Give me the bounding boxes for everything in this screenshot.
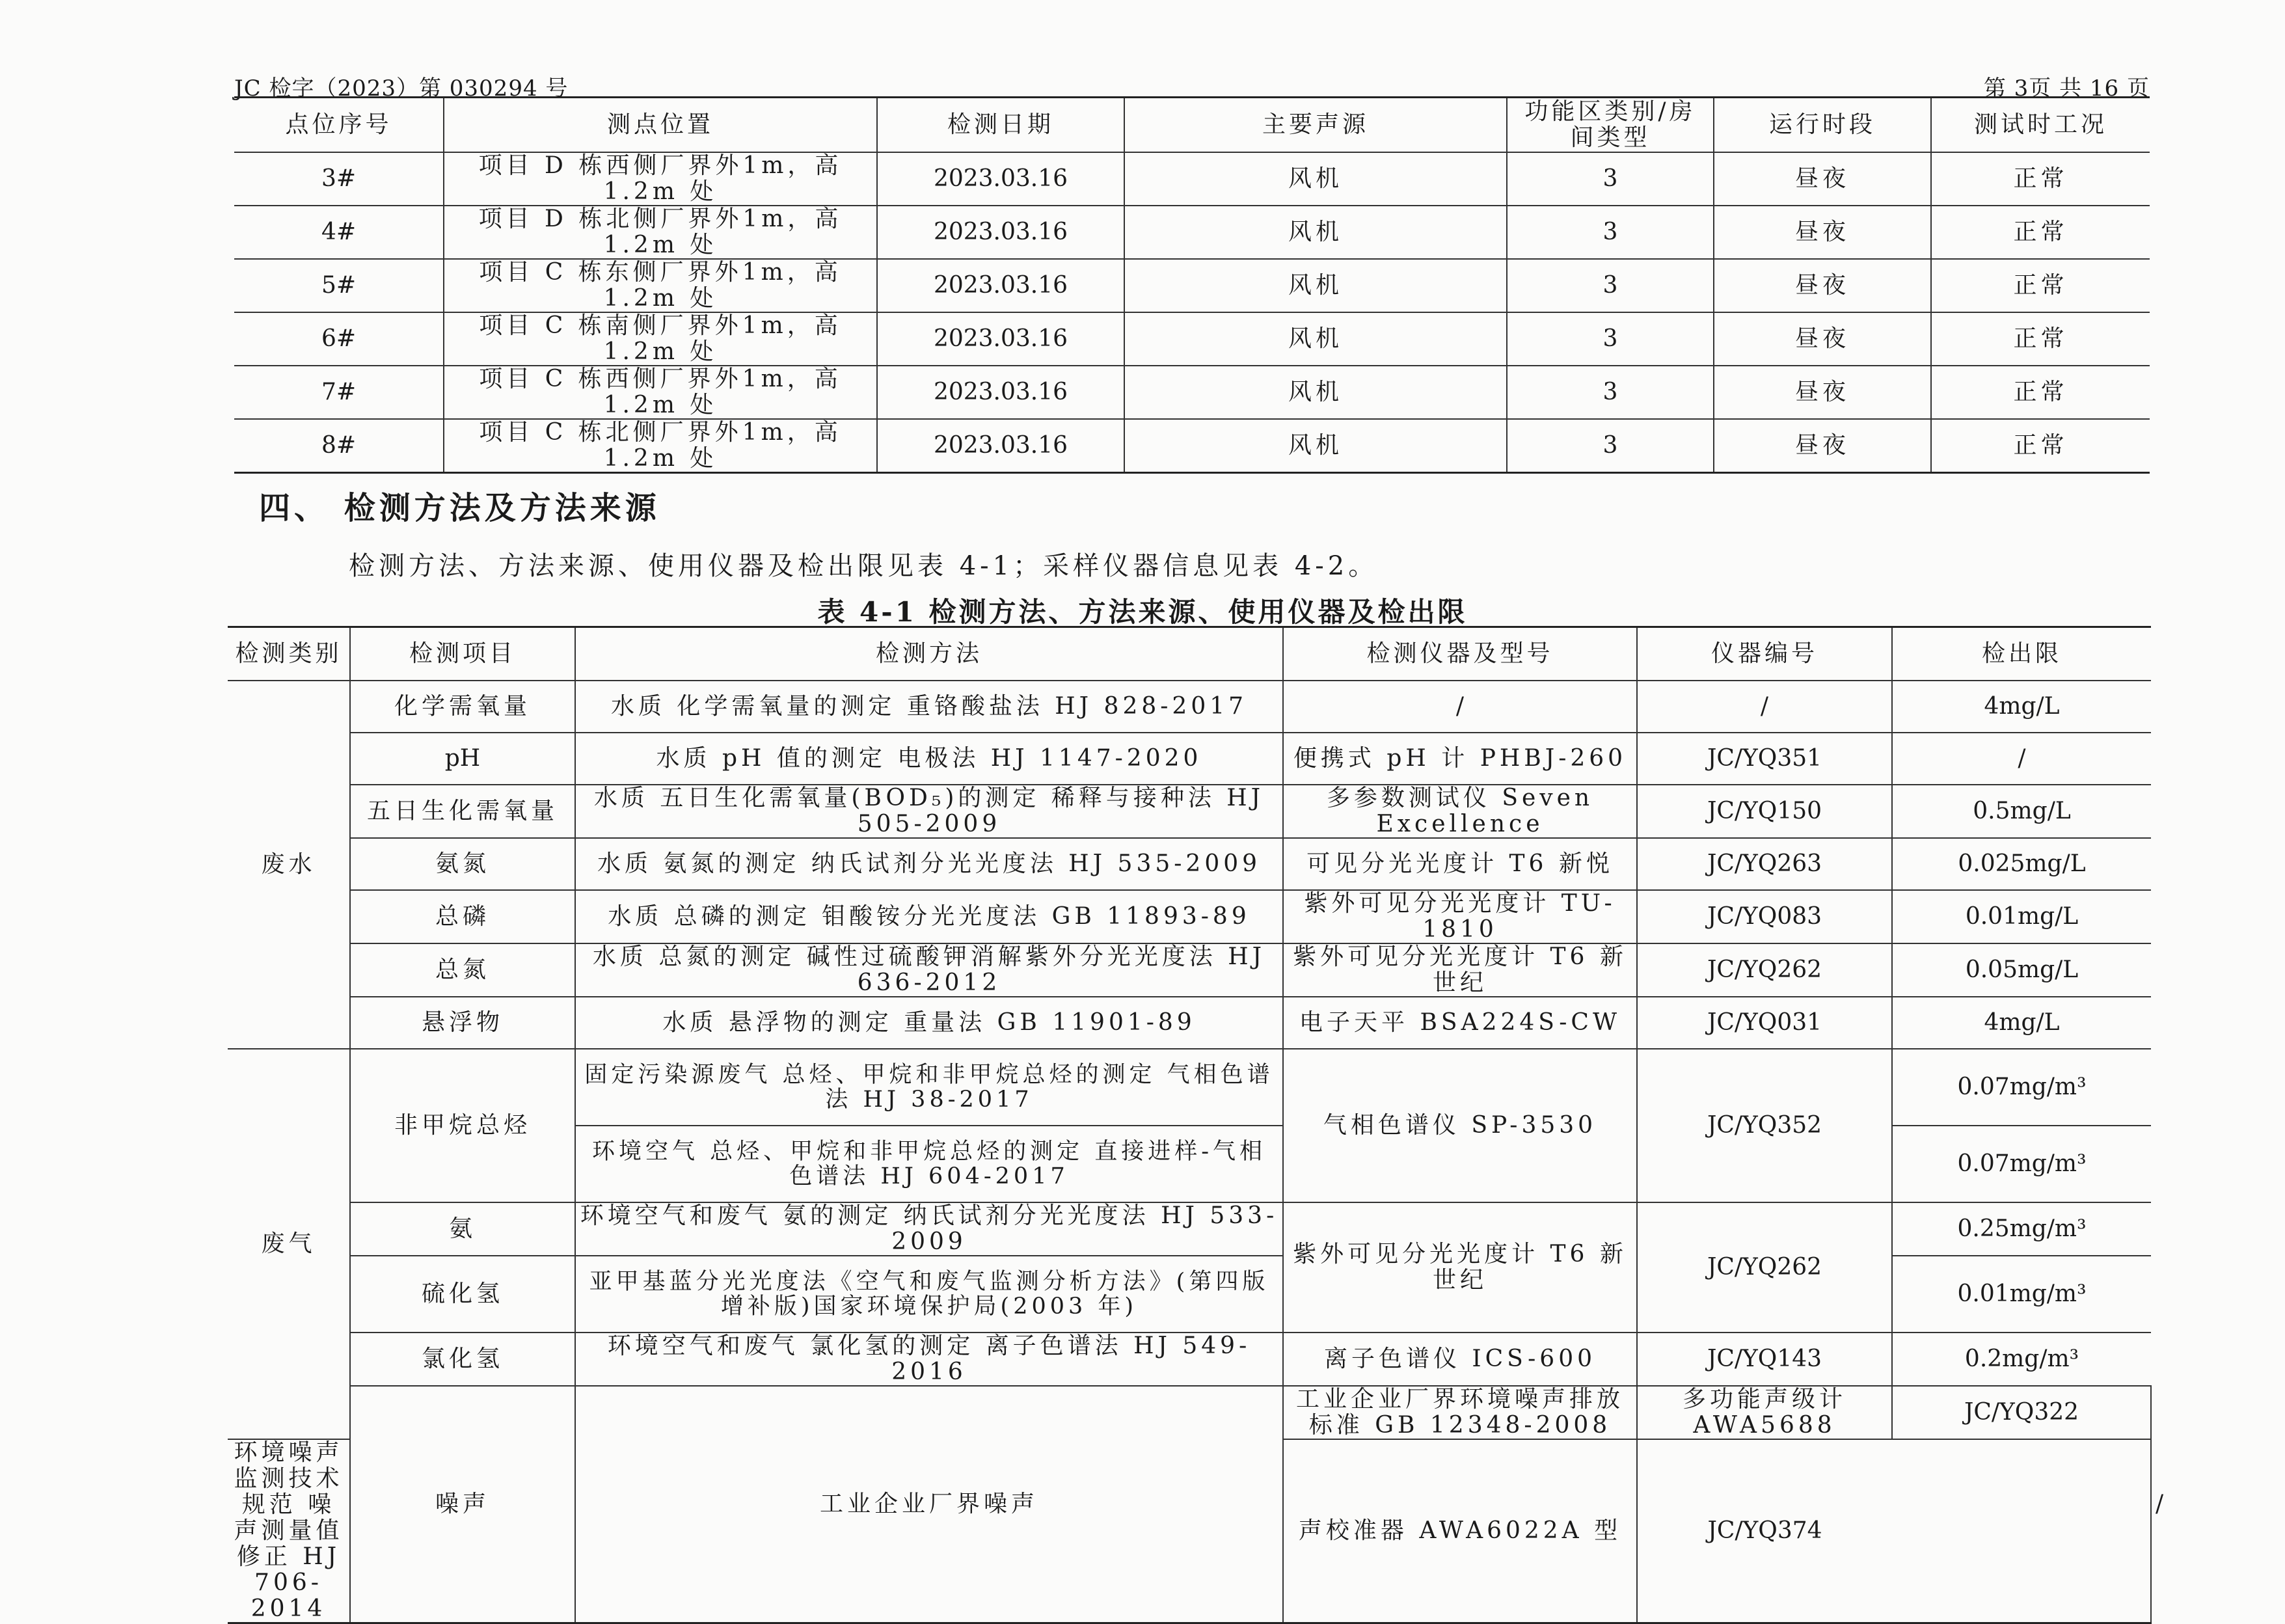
table-row: 环境空气 总烃、甲烷和非甲烷总烃的测定 直接进样-气相色谱法 HJ 604-2017 0.07mg/m³	[228, 1126, 2151, 1202]
table-header-row	[234, 98, 2150, 153]
col-condition: 测试时工况	[1931, 98, 2150, 153]
col-item: 检测项目	[350, 627, 575, 681]
category-noise: 噪声	[350, 1386, 575, 1623]
table-row: 5# 项目 C 栋东侧厂界外1m，高 1.2m 处 2023.03.16 风机 3 昼夜 正常	[234, 259, 2150, 312]
table-caption: 表 4-1 检测方法、方法来源、使用仪器及检出限	[817, 596, 1468, 628]
table-row: 氯化氢 环境空气和废气 氯化氢的测定 离子色谱法 HJ 549-2016 离子色谱仪 ICS-600 JC/YQ143 0.2mg/m³	[228, 1333, 2151, 1386]
table-row: pH 水质 pH 值的测定 电极法 HJ 1147-2020 便携式 pH 计 PHBJ-260 JC/YQ351 /	[228, 733, 2151, 785]
section-title: 四、 检测方法及方法来源	[259, 490, 660, 526]
table-row: 噪声 工业企业厂界噪声 工业企业厂界环境噪声排放标准 GB 12348-2008 多功能声级计 AWA5688 JC/YQ322 /	[228, 1386, 2151, 1439]
section-intro: 检测方法、方法来源、使用仪器及检出限见表 4-1；采样仪器信息见表 4-2。	[349, 551, 1379, 581]
table-row: 悬浮物 水质 悬浮物的测定 重量法 GB 11901-89 电子天平 BSA224S-CW JC/YQ031 4mg/L	[228, 997, 2151, 1049]
category-waste-gas: 废气	[228, 1049, 350, 1439]
table-row: 6# 项目 C 栋南侧厂界外1m，高 1.2m 处 2023.03.16 风机 3 昼夜 正常	[234, 312, 2150, 366]
table-row: 环境噪声监测技术规范 噪声测量值修正 HJ 706-2014 声校准器 AWA6022A 型 JC/YQ374	[228, 1439, 2151, 1623]
col-period: 运行时段	[1714, 98, 1931, 153]
table-row: 7# 项目 C 栋西侧厂界外1m，高 1.2m 处 2023.03.16 风机 3 昼夜 正常	[234, 366, 2150, 419]
col-zone: 功能区类别/房间类型	[1507, 98, 1714, 153]
category-wastewater: 废水	[228, 681, 350, 1049]
table-row: 3# 项目 D 栋西侧厂界外1m，高 1.2m 处 2023.03.16 风机 3 昼夜 正常	[234, 152, 2150, 206]
col-instrument: 检测仪器及型号	[1283, 627, 1637, 681]
col-point-no: 点位序号	[234, 98, 444, 153]
table-row: 8# 项目 C 栋北侧厂界外1m，高 1.2m 处 2023.03.16 风机 3 昼夜 正常	[234, 419, 2150, 473]
table-row: 五日生化需氧量 水质 五日生化需氧量(BOD₅)的测定 稀释与接种法 HJ 505-2009 多参数测试仪 Seven Excellence JC/YQ150 0.5mg/L	[228, 785, 2151, 838]
col-method: 检测方法	[575, 627, 1283, 681]
table-row: 氨 环境空气和废气 氨的测定 纳氏试剂分光光度法 HJ 533-2009 紫外可见分光光度计 T6 新世纪 JC/YQ262 0.25mg/m³	[228, 1202, 2151, 1256]
table-row: 氨氮 水质 氨氮的测定 纳氏试剂分光光度法 HJ 535-2009 可见分光光度计 T6 新悦 JC/YQ263 0.025mg/L	[228, 838, 2151, 890]
table-row: 4# 项目 D 栋北侧厂界外1m，高 1.2m 处 2023.03.16 风机 3 昼夜 正常	[234, 206, 2150, 259]
col-category: 检测类别	[228, 627, 350, 681]
table-row: 废气 非甲烷总烃 固定污染源废气 总烃、甲烷和非甲烷总烃的测定 气相色谱法 HJ 38-2017 气相色谱仪 SP-3530 JC/YQ352 0.07mg/m³	[228, 1049, 2151, 1126]
report-number: JC 检字（2023）第 030294 号	[234, 75, 569, 102]
table-header-row	[228, 627, 2151, 681]
col-source: 主要声源	[1124, 98, 1507, 153]
col-location: 测点位置	[444, 98, 877, 153]
table-row: 总磷 水质 总磷的测定 钼酸铵分光光度法 GB 11893-89 紫外可见分光光度计 TU-1810 JC/YQ083 0.01mg/L	[228, 890, 2151, 943]
page-number: 第 3页 共 16 页	[1983, 75, 2150, 102]
methods-table	[228, 626, 2164, 1624]
noise-points-table	[234, 96, 2150, 474]
col-detection-limit: 检出限	[1892, 627, 2151, 681]
table-row: 总氮 水质 总氮的测定 碱性过硫酸钾消解紫外分光光度法 HJ 636-2012 紫外可见分光光度计 T6 新世纪 JC/YQ262 0.05mg/L	[228, 943, 2151, 997]
table-row: 硫化氢 亚甲基蓝分光光度法《空气和废气监测分析方法》(第四版增补版)国家环境保护局(2003 年) 0.01mg/m³	[228, 1256, 2151, 1333]
col-date: 检测日期	[877, 98, 1124, 153]
col-instrument-id: 仪器编号	[1637, 627, 1892, 681]
table-row: 废水 化学需氧量 水质 化学需氧量的测定 重铬酸盐法 HJ 828-2017 / / 4mg/L	[228, 681, 2151, 733]
